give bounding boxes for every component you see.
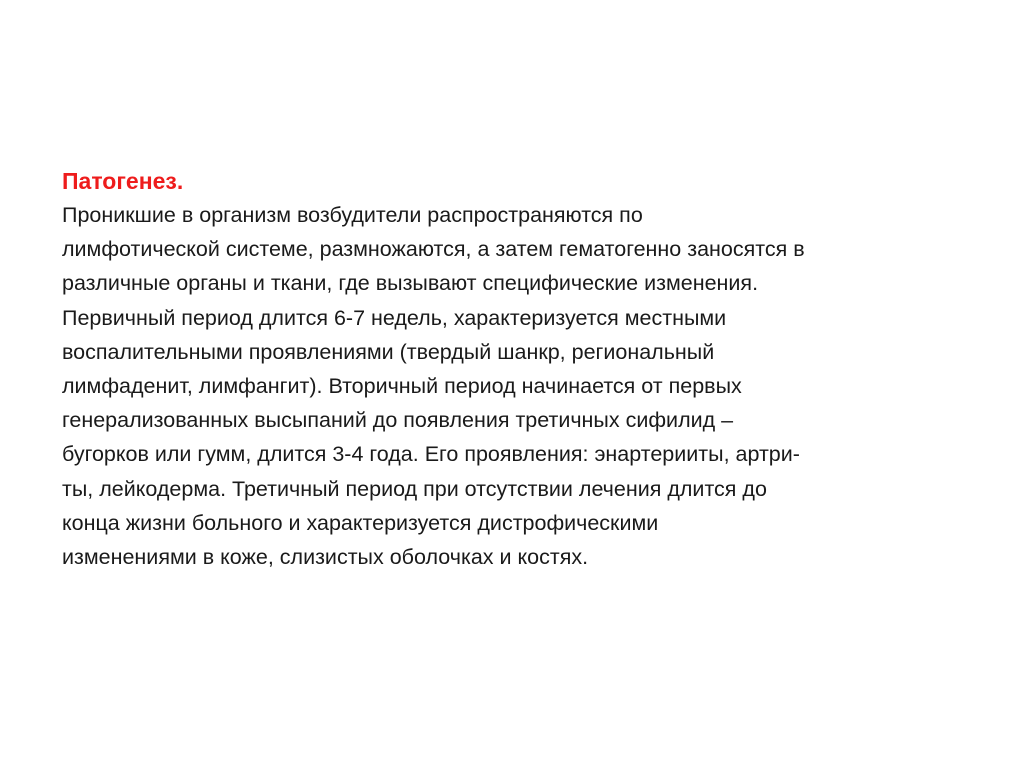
body-line: Первичный период длится 6-7 недель, характеризуется местными (62, 305, 727, 330)
body-line: воспалительными проявлениями (твердый шанкр, региональный (62, 339, 715, 364)
body-line: бугорков или гумм, длится 3-4 года. Его проявления: энартерииты, артри- (62, 442, 800, 467)
body-line: ты, лейкодерма. Третичный период при отсутствии лечения длится до (62, 476, 767, 501)
body-line: лимфаденит, лимфангит). Вторичный период начинается от первых (62, 374, 742, 399)
body-line: Проникшие в организм возбудители распространяются по (62, 203, 643, 227)
body-line: лимфотической системе, размножаются, а затем гематогенно заносятся в (62, 237, 805, 262)
body-line: конца жизни больного и характеризуется дистрофическими (62, 510, 659, 535)
body-text (62, 198, 1002, 574)
body-line: различные органы и ткани, где вызывают специфические изменения. (62, 271, 759, 296)
body-line: генерализованных высыпаний до появления третичных сифилид – (62, 408, 734, 433)
slide-title: Патогенез. (62, 168, 184, 194)
body-line: изменениями в коже, слизистых оболочках и костях. (62, 545, 589, 570)
slide-content (62, 164, 1002, 574)
